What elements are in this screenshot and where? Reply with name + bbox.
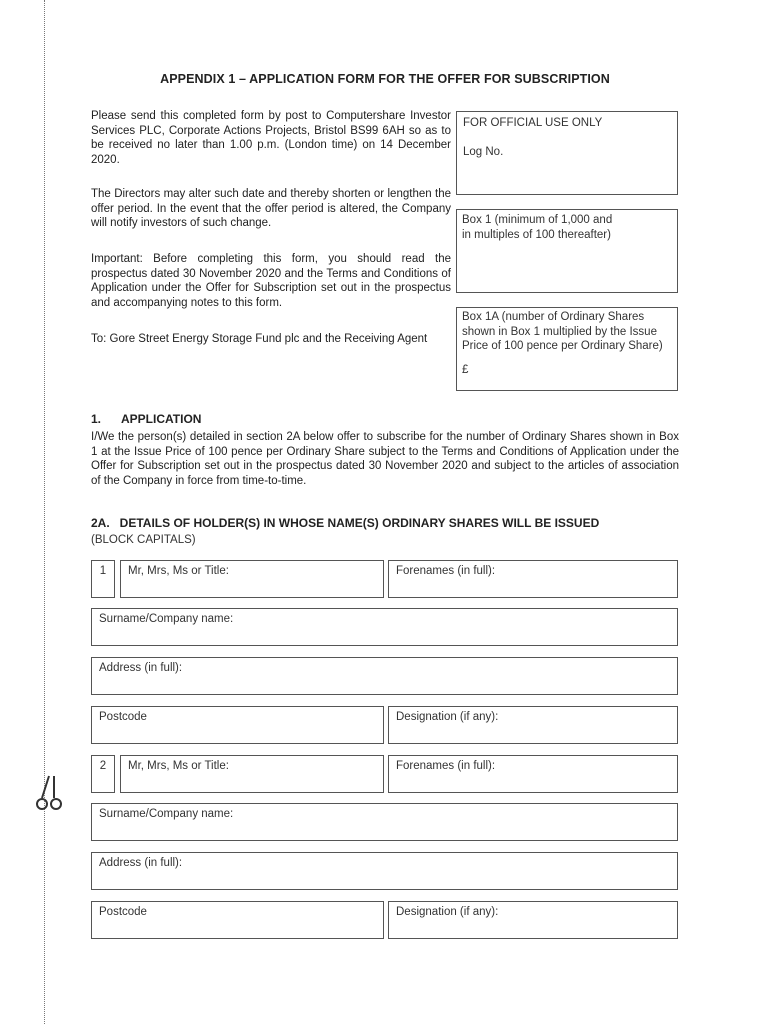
address-field[interactable]: Address (in full): [91, 852, 678, 890]
intro-directors-note: The Directors may alter such date and thereby shorten or lengthen the offer period. In the event that the offer period is altered, the Company will notify investors of such change. [91, 188, 451, 229]
title-field[interactable]: Mr, Mrs, Ms or Title: [120, 560, 384, 598]
official-use-box [456, 111, 678, 195]
intro-instructions: Please send this completed form by post to Computershare Investor Services PLC, Corporate Actions Projects, Bristol BS99 6AH so as to be received no later than 1.00 p.m. (London time) on 14 December 2020. [91, 110, 451, 166]
log-number-label: Log No. [463, 145, 504, 158]
official-use-label: FOR OFFICIAL USE ONLY [463, 117, 603, 129]
forenames-field[interactable]: Forenames (in full): [388, 560, 678, 598]
postcode-field[interactable]: Postcode [91, 706, 384, 744]
box1a-label: Box 1A (number of Ordinary Shares shown in Box 1 multiplied by the Issue Price of 100 pence per Ordinary Share) [462, 311, 663, 352]
page-title: APPENDIX 1 – APPLICATION FORM FOR THE OFFER FOR SUBSCRIPTION [160, 72, 610, 86]
section1-body: I/We the person(s) detailed in section 2A below offer to subscribe for the number of Ordinary Shares shown in Box 1 at the Issue Price of 100 pence per Ordinary Share subject to the Terms and Conditions of Application under the Offer for Subscription set out in the prospectus dated 30 November 2020 and subject to the articles of association of the Company in force from time-to-time. [91, 431, 679, 487]
box1-label-line2: in multiples of 100 thereafter) [462, 228, 611, 241]
block-capitals-note: (BLOCK CAPITALS) [91, 534, 196, 546]
title-field[interactable]: Mr, Mrs, Ms or Title: [120, 755, 384, 793]
holder-number: 1 [91, 560, 115, 598]
intro-addressee: To: Gore Street Energy Storage Fund plc and the Receiving Agent [91, 333, 428, 345]
currency-symbol: £ [462, 363, 469, 376]
postcode-field[interactable]: Postcode [91, 901, 384, 939]
designation-field[interactable]: Designation (if any): [388, 901, 678, 939]
surname-field[interactable]: Surname/Company name: [91, 608, 678, 646]
address-field[interactable]: Address (in full): [91, 657, 678, 695]
forenames-field[interactable]: Forenames (in full): [388, 755, 678, 793]
box1-label-line1: Box 1 (minimum of 1,000 and [462, 214, 613, 226]
cut-line [44, 0, 45, 1024]
designation-field[interactable]: Designation (if any): [388, 706, 678, 744]
box1-shares[interactable] [456, 209, 678, 293]
holder-number: 2 [91, 755, 115, 793]
section1-heading: 1. APPLICATION [91, 412, 202, 426]
section2a-heading: 2A. DETAILS OF HOLDER(S) IN WHOSE NAME(S) ORDINARY SHARES WILL BE ISSUED [91, 516, 600, 530]
scissors-icon [34, 774, 68, 814]
surname-field[interactable]: Surname/Company name: [91, 803, 678, 841]
intro-important-note: Important: Before completing this form, you should read the prospectus dated 30 November 2020 and the Terms and Conditions of Application under the Offer for Subscription set out in the prospectus and accompanying notes to this form. [91, 253, 451, 309]
box1a-amount[interactable] [456, 307, 678, 391]
